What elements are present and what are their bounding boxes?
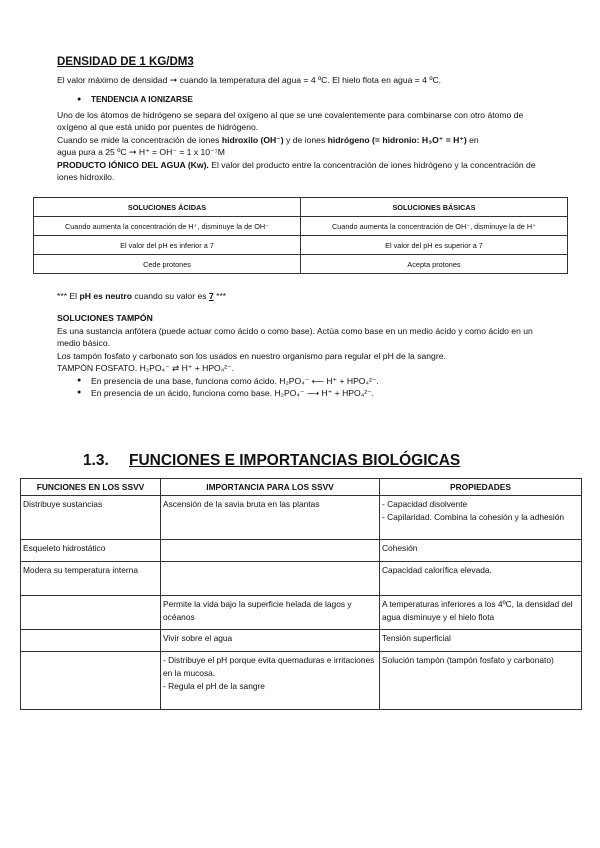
table-cell: El valor del pH es superior a 7 [301, 236, 568, 255]
density-heading: DENSIDAD DE 1 KG/DM3 [57, 56, 194, 68]
ionize-paragraph-2: Cuando se mide la concentración de iones hidroxilo (OH⁻) y de iones hidrógeno (= hidronio: H₃O⁺ = H⁺) en agua pura a 25 ºC ➞ H⁺ = OH⁻ = 1 x 10⁻⁷M [57, 134, 479, 157]
table-cell: Solución tampón (tampón fosfato y carbonato) [380, 652, 582, 710]
acid-base-table [33, 197, 568, 274]
table-header-row [21, 479, 582, 496]
table-cell: Distribuye sustancias [21, 496, 161, 540]
table-cell: Acepta protones [301, 255, 568, 274]
table-cell [161, 562, 380, 596]
density-text: El valor máximo de densidad ➞ cuando la temperatura del agua = 4 ºC. El hielo flota en agua = 4 ºC. [57, 75, 442, 85]
table-header-row [34, 198, 568, 217]
table-row [34, 236, 568, 255]
table-cell [21, 630, 161, 652]
table-cell: A temperaturas inferiores a los 4ºC, la densidad del agua disminuye y el hielo flota [380, 596, 582, 630]
table-header-cell: PROPIEDADES [380, 479, 582, 496]
ionic-product: PRODUCTO IÓNICO DEL AGUA (Kw). El valor del producto entre la concentración de iones hidrógeno y la concentración de iones hidroxilo. [57, 159, 536, 182]
table-cell: Cohesión [380, 540, 582, 562]
table-cell [21, 596, 161, 630]
ionize-bullet-title: ● TENDENCIA A IONIZARSE [57, 94, 547, 107]
buffer-bullet-2: ● En presencia de un ácido, funciona como base. H₂PO₄⁻ ⟶ H⁺ + HPO₄²⁻. [57, 387, 547, 400]
table-cell: - Capacidad disolvente - Capilaridad. Combina la cohesión y la adhesión [380, 496, 582, 540]
table-cell: - Distribuye el pH porque evita quemaduras e irritaciones en la mucosa. - Regula el pH de la sangre [161, 652, 380, 710]
table-cell: Modera su temperatura interna [21, 562, 161, 596]
table-cell: Tensión superficial [380, 630, 582, 652]
table-row [21, 496, 582, 540]
table-cell: Cede protones [34, 255, 301, 274]
buffer-block [57, 312, 547, 400]
table-cell: Cuando aumenta la concentración de H⁺, disminuye la de OH⁻ [34, 217, 301, 236]
table-header-cell: FUNCIONES EN LOS SSVV [21, 479, 161, 496]
table-cell: Esqueleto hidrostático [21, 540, 161, 562]
ionize-block [57, 94, 547, 184]
buffer-bullet-1: ● En presencia de una base, funciona como ácido. H₂PO₄⁻ ⟵ H⁺ + HPO₄²⁻. [57, 375, 547, 388]
table-row [21, 652, 582, 710]
buffer-paragraph-1: Es una sustancia anfótera (puede actuar como ácido o como base). Actúa como base en un medio ácido y como ácido en un medio básico. [57, 325, 533, 348]
right-arrow-icon: ➞ [128, 147, 137, 157]
buffer-paragraph-2: Los tampón fosfato y carbonato son los usados en nuestro organismo para regular el pH de la sangre. [57, 350, 446, 361]
table-row [21, 562, 582, 596]
table-cell: Permite la vida bajo la superficie helada de lagos y océanos [161, 596, 380, 630]
table-header-cell: SOLUCIONES ÁCIDAS [34, 198, 301, 217]
section-title: FUNCIONES E IMPORTANCIAS BIOLÓGICAS [129, 452, 461, 469]
table-cell: Ascensión de la savia bruta en las plantas [161, 496, 380, 540]
table-cell: Capacidad calorífica elevada. [380, 562, 582, 596]
table-cell [21, 652, 161, 710]
table-row [21, 630, 582, 652]
phosphate-buffer: TAMPÓN FOSFATO. H₂PO₄⁻ ⇄ H⁺ + HPO₄²⁻. [57, 363, 235, 373]
buffer-title: SOLUCIONES TAMPÓN [57, 313, 153, 323]
functions-table [20, 478, 582, 710]
table-cell [161, 540, 380, 562]
table-cell: Vivir sobre el agua [161, 630, 380, 652]
table-cell: El valor del pH es inferior a 7 [34, 236, 301, 255]
section-number: 1.3. [83, 452, 109, 469]
ph-note: *** El pH es neutro cuando su valor es 7 *** [57, 291, 227, 301]
table-row [21, 596, 582, 630]
table-row [21, 540, 582, 562]
table-header-cell: IMPORTANCIA PARA LOS SSVV [161, 479, 380, 496]
density-block [57, 74, 547, 87]
functions-heading [83, 452, 460, 470]
right-arrow-icon: ➞ [169, 75, 178, 85]
table-cell: Cuando aumenta la concentración de OH⁻, disminuye la de H⁺ [301, 217, 568, 236]
table-row [34, 255, 568, 274]
table-row [34, 217, 568, 236]
table-header-cell: SOLUCIONES BÁSICAS [301, 198, 568, 217]
ionize-paragraph-1: Uno de los átomos de hidrógeno se separa del oxígeno al que se une covalentemente para combinarse con otro átomo de oxígeno al que está unido por puentes de hidrógeno. [57, 109, 524, 132]
